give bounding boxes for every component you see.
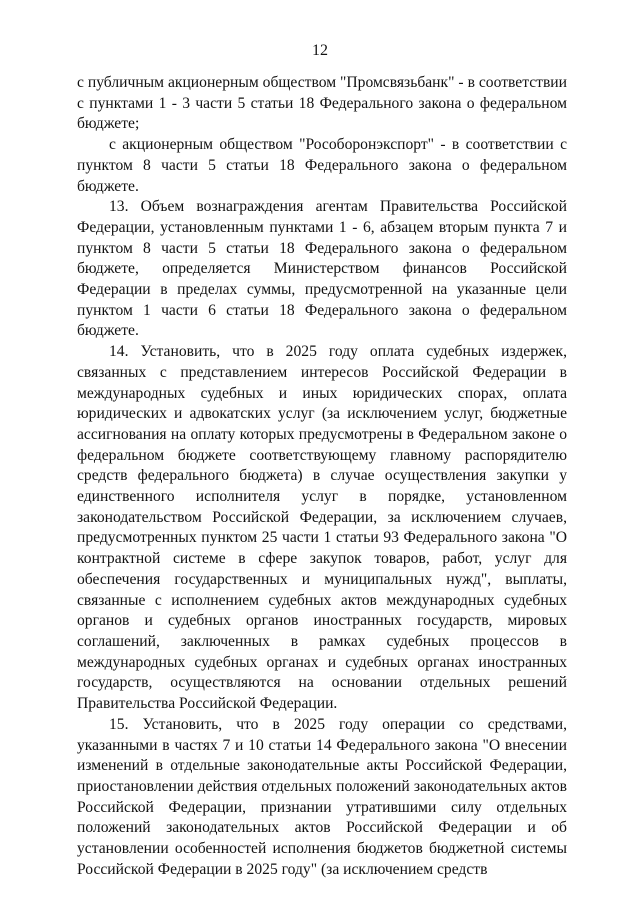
paragraph-rosoboronexport: с акционерным обществом "Рособоронэкспорт" - в соответствии с пунктом 8 части 5 статьи 18 Федерального закона о федеральном бюджете.	[77, 136, 567, 195]
page-number: 12	[312, 42, 328, 59]
paragraph-promsvyazbank: с публичным акционерным обществом "Промсвязьбанк" - в соответствии с пунктами 1 - 3 части 5 статьи 18 Федерального закона о федеральном бюджете;	[77, 74, 567, 133]
document-body	[77, 73, 567, 880]
paragraph-item-14: 14. Установить, что в 2025 году оплата судебных издержек, связанных с представлением интересов Российской Федерации в международных судебных и иных юридических спорах, оплата юридических и адвокатских услуг (за исключением услуг, бюджетные ассигнования на оплату которых предусмотрены в Федеральном законе о федеральном бюджете соответствующему главному распорядителю средств федерального бюджета) в случае осуществления закупки у единственного исполнителя услуг в порядке, установленном законодательством Российской Федерации, за исключением случаев, предусмотренных пунктом 25 части 1 статьи 93 Федерального закона "О контрактной системе в сфере закупок товаров, работ, услуг для обеспечения государственных и муниципальных нужд", выплаты, связанные с исполнением судебных актов международных судебных органов и судебных органов иностранных государств, мировых соглашений, заключенных в рамках судебных процессов в международных судебных органах и судебных органах иностранных государств, осуществляются на основании отдельных решений Правительства Российской Федерации.	[77, 343, 567, 713]
paragraph-item-15: 15. Установить, что в 2025 году операции со средствами, указанными в частях 7 и 10 статьи 14 Федерального закона "О внесении изменений в отдельные законодательные акты Российской Федерации, приостановлении действия отдельных положений законодательных актов Российской Федерации, признании утратившими силу отдельных положений законодательных актов Российской Федерации и об установлении особенностей исполнения бюджетов бюджетной системы Российской Федерации в 2025 году" (за исключением средств	[77, 715, 567, 878]
paragraph-item-13: 13. Объем вознаграждения агентам Правительства Российской Федерации, установленным пунктами 1 - 6, абзацем вторым пункта 7 и пунктом 8 части 5 статьи 18 Федерального закона о федеральном бюджете, определяется Министерством финансов Российской Федерации в пределах суммы, предусмотренной на указанные цели пунктом 1 части 6 статьи 18 Федерального закона о федеральном бюджете.	[77, 198, 567, 340]
